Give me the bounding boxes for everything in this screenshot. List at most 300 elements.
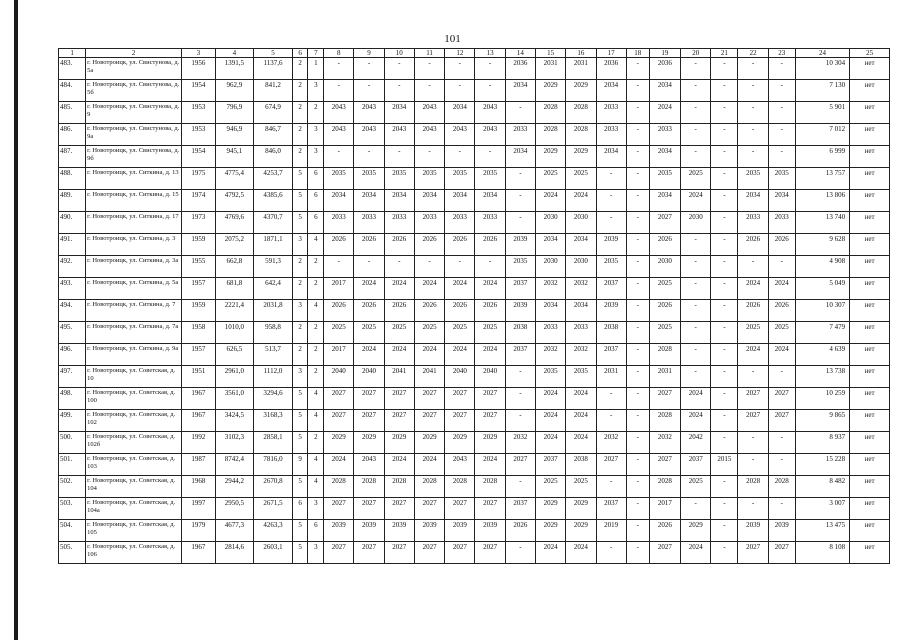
table-cell: -: [626, 124, 649, 146]
table-cell: 2029: [566, 146, 596, 168]
table-cell: -: [711, 190, 738, 212]
table-cell: 2671,5: [254, 498, 293, 520]
total-cell: 7 012: [795, 124, 849, 146]
table-cell: 2027: [414, 542, 444, 564]
table-cell: 2: [308, 278, 324, 300]
table-cell: -: [505, 388, 535, 410]
table-cell: -: [626, 146, 649, 168]
table-cell: 2: [308, 102, 324, 124]
table-cell: 4: [308, 410, 324, 432]
table-cell: 2024: [354, 344, 384, 366]
table-cell: 2025: [649, 278, 680, 300]
table-cell: нет: [850, 498, 890, 520]
table-cell: -: [738, 366, 768, 388]
table-cell: 2030: [649, 256, 680, 278]
table-cell: нет: [850, 344, 890, 366]
table-cell: -: [505, 542, 535, 564]
table-cell: 2033: [596, 102, 626, 124]
table-cell: 2033: [566, 322, 596, 344]
total-cell: 13 475: [795, 520, 849, 542]
table-cell: -: [324, 256, 354, 278]
table-cell: -: [626, 454, 649, 476]
table-cell: -: [711, 300, 738, 322]
table-row: [59, 278, 890, 300]
table-cell: 2040: [354, 366, 384, 388]
row-number-cell: 501.: [59, 454, 86, 476]
table-cell: 2027: [354, 410, 384, 432]
table-cell: -: [596, 542, 626, 564]
table-cell: 2037: [536, 454, 566, 476]
data-table: [58, 48, 890, 564]
table-cell: 2024: [536, 542, 566, 564]
table-cell: 2041: [414, 366, 444, 388]
total-cell: 5 901: [795, 102, 849, 124]
table-cell: -: [596, 410, 626, 432]
table-cell: -: [626, 542, 649, 564]
table-cell: 674,9: [254, 102, 293, 124]
table-cell: 2028: [649, 410, 680, 432]
table-row: [59, 410, 890, 432]
table-cell: 2024: [566, 190, 596, 212]
table-cell: -: [711, 102, 738, 124]
table-cell: 2: [292, 124, 308, 146]
table-row: [59, 102, 890, 124]
table-cell: 2031: [596, 366, 626, 388]
table-cell: 2030: [566, 256, 596, 278]
table-cell: -: [711, 168, 738, 190]
table-cell: 2024: [414, 454, 444, 476]
table-cell: 841,2: [254, 80, 293, 102]
table-cell: 1956: [182, 58, 215, 80]
row-number-cell: 504.: [59, 520, 86, 542]
table-cell: 2961,0: [215, 366, 254, 388]
table-cell: -: [681, 300, 711, 322]
table-cell: 846,0: [254, 146, 293, 168]
table-cell: 1955: [182, 256, 215, 278]
table-cell: 2028: [536, 124, 566, 146]
address-cell: г. Новотроицк, ул. Ситкина, д. 7а: [86, 322, 182, 344]
table-cell: 4: [308, 388, 324, 410]
table-row: [59, 234, 890, 256]
table-cell: -: [324, 146, 354, 168]
table-row: [59, 80, 890, 102]
total-cell: 8 108: [795, 542, 849, 564]
table-cell: 2024: [354, 278, 384, 300]
table-cell: 4677,3: [215, 520, 254, 542]
table-row: [59, 542, 890, 564]
table-cell: нет: [850, 124, 890, 146]
table-cell: 2027: [738, 388, 768, 410]
table-cell: 2043: [354, 454, 384, 476]
table-cell: 5: [292, 212, 308, 234]
table-cell: 2036: [505, 58, 535, 80]
row-number-cell: 495.: [59, 322, 86, 344]
table-cell: 2043: [445, 124, 475, 146]
table-cell: -: [711, 322, 738, 344]
table-cell: 2032: [596, 432, 626, 454]
table-cell: 2027: [768, 388, 795, 410]
table-cell: 2039: [475, 520, 505, 542]
table-cell: -: [505, 168, 535, 190]
table-cell: 2032: [505, 432, 535, 454]
table-cell: 2043: [475, 102, 505, 124]
table-cell: 5: [292, 520, 308, 542]
address-cell: г. Новотроицк, ул. Свистунова, д. 5б: [86, 80, 182, 102]
table-cell: нет: [850, 432, 890, 454]
table-cell: 3168,3: [254, 410, 293, 432]
table-cell: -: [738, 454, 768, 476]
table-cell: 4792,5: [215, 190, 254, 212]
table-cell: 5: [292, 410, 308, 432]
table-cell: 2025: [681, 476, 711, 498]
table-cell: 2028: [738, 476, 768, 498]
table-cell: 946,9: [215, 124, 254, 146]
table-cell: 3561,0: [215, 388, 254, 410]
table-cell: 2031,8: [254, 300, 293, 322]
total-cell: 7 479: [795, 322, 849, 344]
table-cell: 6: [292, 498, 308, 520]
table-cell: 2029: [414, 432, 444, 454]
table-cell: 2037: [681, 454, 711, 476]
table-row: [59, 476, 890, 498]
table-cell: 2028: [475, 476, 505, 498]
table-cell: 2033: [384, 212, 414, 234]
table-cell: 2035: [738, 168, 768, 190]
table-cell: 2043: [445, 454, 475, 476]
table-cell: -: [505, 190, 535, 212]
header-cell: 20: [681, 49, 711, 58]
table-cell: -: [475, 80, 505, 102]
table-cell: -: [711, 278, 738, 300]
table-cell: 2043: [354, 102, 384, 124]
table-cell: 2: [292, 344, 308, 366]
table-cell: 5: [292, 476, 308, 498]
total-cell: 13 806: [795, 190, 849, 212]
table-cell: -: [738, 256, 768, 278]
table-cell: 4769,6: [215, 212, 254, 234]
table-cell: 2028: [649, 344, 680, 366]
table-cell: 1954: [182, 80, 215, 102]
table-cell: 2027: [445, 498, 475, 520]
table-cell: 1010,0: [215, 322, 254, 344]
table-cell: 2043: [324, 124, 354, 146]
table-cell: 2025: [681, 168, 711, 190]
table-cell: 2027: [445, 388, 475, 410]
table-cell: 1974: [182, 190, 215, 212]
address-cell: г. Новотроицк, ул. Ситкина, д. 7: [86, 300, 182, 322]
table-cell: 2036: [649, 58, 680, 80]
header-cell: 16: [566, 49, 596, 58]
table-cell: -: [711, 124, 738, 146]
table-cell: -: [626, 102, 649, 124]
address-cell: г. Новотроицк, ул. Советская, д. 100: [86, 388, 182, 410]
table-cell: -: [738, 432, 768, 454]
table-cell: -: [626, 322, 649, 344]
table-cell: 2033: [354, 212, 384, 234]
table-cell: -: [681, 322, 711, 344]
table-cell: -: [445, 80, 475, 102]
table-cell: 2035: [354, 168, 384, 190]
header-cell: 5: [254, 49, 293, 58]
address-cell: г. Новотроицк, ул. Советская, д. 103: [86, 454, 182, 476]
table-row: [59, 432, 890, 454]
table-cell: -: [505, 102, 535, 124]
table-cell: 3: [308, 146, 324, 168]
scan-edge-line: [14, 0, 18, 640]
table-cell: -: [711, 146, 738, 168]
table-cell: 2028: [768, 476, 795, 498]
row-number-cell: 499.: [59, 410, 86, 432]
table-cell: 2017: [649, 498, 680, 520]
table-cell: 2037: [505, 344, 535, 366]
table-cell: 2035: [475, 168, 505, 190]
table-cell: 2027: [414, 410, 444, 432]
table-cell: 2026: [445, 300, 475, 322]
table-cell: 1959: [182, 234, 215, 256]
table-cell: 2029: [536, 498, 566, 520]
table-cell: -: [681, 80, 711, 102]
header-cell: 24: [795, 49, 849, 58]
table-cell: -: [626, 520, 649, 542]
table-cell: 2027: [649, 388, 680, 410]
table-cell: -: [738, 102, 768, 124]
row-number-cell: 483.: [59, 58, 86, 80]
table-cell: 2026: [324, 300, 354, 322]
table-cell: 3294,6: [254, 388, 293, 410]
table-row: [59, 498, 890, 520]
table-cell: 2024: [536, 410, 566, 432]
table-cell: 2034: [505, 146, 535, 168]
table-cell: 2033: [596, 124, 626, 146]
table-cell: 1951: [182, 366, 215, 388]
table-cell: 4: [308, 234, 324, 256]
table-cell: -: [384, 80, 414, 102]
table-cell: -: [768, 432, 795, 454]
total-cell: 9 865: [795, 410, 849, 432]
header-cell: 13: [475, 49, 505, 58]
table-cell: 2024: [536, 432, 566, 454]
total-cell: 13 740: [795, 212, 849, 234]
table-cell: 1953: [182, 102, 215, 124]
table-cell: -: [475, 256, 505, 278]
table-cell: 1967: [182, 542, 215, 564]
table-cell: нет: [850, 58, 890, 80]
table-cell: -: [626, 388, 649, 410]
table-cell: 2025: [536, 168, 566, 190]
table-cell: 2034: [384, 102, 414, 124]
table-cell: -: [711, 80, 738, 102]
table-cell: 2039: [445, 520, 475, 542]
table-cell: 1967: [182, 388, 215, 410]
table-cell: 2028: [649, 476, 680, 498]
table-row: [59, 256, 890, 278]
table-cell: -: [505, 410, 535, 432]
table-cell: 2034: [445, 190, 475, 212]
address-cell: г. Новотроицк, ул. Ситкина, д. 9а: [86, 344, 182, 366]
table-cell: 2027: [738, 410, 768, 432]
table-cell: 2034: [505, 80, 535, 102]
row-number-cell: 494.: [59, 300, 86, 322]
table-cell: 2026: [738, 234, 768, 256]
table-row: [59, 300, 890, 322]
table-cell: -: [445, 58, 475, 80]
table-cell: 2024: [384, 454, 414, 476]
table-cell: 2034: [768, 190, 795, 212]
table-cell: -: [738, 124, 768, 146]
table-cell: 2030: [566, 212, 596, 234]
table-cell: 2039: [596, 300, 626, 322]
table-cell: 2037: [596, 278, 626, 300]
total-cell: 3 007: [795, 498, 849, 520]
table-cell: 2034: [445, 102, 475, 124]
table-cell: 2030: [681, 212, 711, 234]
table-cell: 2030: [536, 256, 566, 278]
table-cell: 2029: [536, 146, 566, 168]
table-cell: 2043: [414, 102, 444, 124]
table-cell: 2027: [324, 388, 354, 410]
total-cell: 8 937: [795, 432, 849, 454]
total-cell: 13 757: [795, 168, 849, 190]
table-cell: 2027: [505, 454, 535, 476]
total-cell: 6 999: [795, 146, 849, 168]
table-cell: 2034: [649, 146, 680, 168]
table-cell: 2027: [475, 498, 505, 520]
table-cell: 2024: [768, 344, 795, 366]
table-cell: -: [596, 388, 626, 410]
table-cell: 2814,6: [215, 542, 254, 564]
table-cell: 2027: [475, 410, 505, 432]
address-cell: г. Новотроицк, ул. Советская, д. 102: [86, 410, 182, 432]
address-cell: г. Новотроицк, ул. Советская, д. 104а: [86, 498, 182, 520]
table-cell: 5: [292, 432, 308, 454]
table-cell: 2025: [566, 476, 596, 498]
table-cell: 2038: [566, 454, 596, 476]
table-cell: -: [681, 366, 711, 388]
table-cell: нет: [850, 102, 890, 124]
table-cell: нет: [850, 256, 890, 278]
table-cell: 2032: [649, 432, 680, 454]
table-cell: -: [384, 256, 414, 278]
table-cell: -: [711, 520, 738, 542]
table-cell: -: [626, 190, 649, 212]
table-cell: 2039: [768, 520, 795, 542]
table-cell: 2033: [505, 124, 535, 146]
table-cell: 2024: [475, 344, 505, 366]
header-cell: 2: [86, 49, 182, 58]
table-cell: 2024: [566, 410, 596, 432]
table-cell: 1968: [182, 476, 215, 498]
table-cell: 642,4: [254, 278, 293, 300]
total-cell: 7 130: [795, 80, 849, 102]
table-cell: 2019: [596, 520, 626, 542]
table-cell: нет: [850, 542, 890, 564]
table-cell: 2033: [445, 212, 475, 234]
table-cell: -: [475, 58, 505, 80]
table-cell: 2029: [566, 80, 596, 102]
address-cell: г. Новотроицк, ул. Ситкина, д. 5а: [86, 278, 182, 300]
table-cell: 2035: [324, 168, 354, 190]
row-number-cell: 485.: [59, 102, 86, 124]
table-cell: 1957: [182, 344, 215, 366]
table-cell: -: [445, 146, 475, 168]
table-cell: 2026: [384, 234, 414, 256]
table-cell: 2015: [711, 454, 738, 476]
row-number-cell: 497.: [59, 366, 86, 388]
header-cell: 3: [182, 49, 215, 58]
table-cell: 2039: [384, 520, 414, 542]
table-cell: 1959: [182, 300, 215, 322]
table-row: [59, 388, 890, 410]
table-cell: 2028: [566, 124, 596, 146]
table-cell: 2024: [681, 190, 711, 212]
table-cell: 2033: [475, 212, 505, 234]
table-cell: -: [475, 146, 505, 168]
table-cell: -: [626, 432, 649, 454]
table-row: [59, 58, 890, 80]
table-cell: 2029: [475, 432, 505, 454]
row-number-cell: 503.: [59, 498, 86, 520]
table-cell: 2028: [566, 102, 596, 124]
table-cell: 2043: [354, 124, 384, 146]
header-cell: 21: [711, 49, 738, 58]
table-cell: 945,1: [215, 146, 254, 168]
table-cell: -: [711, 542, 738, 564]
table-cell: 2043: [414, 124, 444, 146]
table-cell: 1137,6: [254, 58, 293, 80]
table-cell: 2024: [681, 542, 711, 564]
table-cell: нет: [850, 168, 890, 190]
table-cell: 2034: [536, 234, 566, 256]
table-cell: 2024: [414, 278, 444, 300]
row-number-cell: 491.: [59, 234, 86, 256]
table-cell: 2025: [768, 322, 795, 344]
table-cell: -: [711, 498, 738, 520]
table-cell: 2024: [738, 278, 768, 300]
table-cell: 2603,1: [254, 542, 293, 564]
table-cell: 2017: [324, 344, 354, 366]
table-cell: 2: [292, 102, 308, 124]
table-cell: 2024: [566, 542, 596, 564]
header-cell: 10: [384, 49, 414, 58]
table-cell: -: [384, 146, 414, 168]
table-cell: 2026: [738, 300, 768, 322]
total-cell: 15 228: [795, 454, 849, 476]
table-cell: 2027: [384, 388, 414, 410]
table-cell: 591,3: [254, 256, 293, 278]
table-cell: -: [711, 58, 738, 80]
table-cell: 2029: [324, 432, 354, 454]
address-cell: г. Новотроицк, ул. Советская, д. 106: [86, 542, 182, 564]
table-cell: -: [768, 454, 795, 476]
table-cell: -: [681, 58, 711, 80]
table-cell: -: [768, 256, 795, 278]
table-row: [59, 190, 890, 212]
table-cell: 2028: [536, 102, 566, 124]
table-cell: 1987: [182, 454, 215, 476]
table-cell: 2025: [536, 476, 566, 498]
table-cell: 2027: [414, 498, 444, 520]
total-cell: 13 738: [795, 366, 849, 388]
table-cell: 2027: [649, 454, 680, 476]
table-cell: 2027: [649, 212, 680, 234]
table-cell: 2032: [536, 278, 566, 300]
table-cell: 1871,1: [254, 234, 293, 256]
table-cell: нет: [850, 300, 890, 322]
table-cell: -: [414, 80, 444, 102]
table-cell: -: [626, 256, 649, 278]
table-cell: 2025: [414, 322, 444, 344]
table-cell: 2025: [324, 322, 354, 344]
